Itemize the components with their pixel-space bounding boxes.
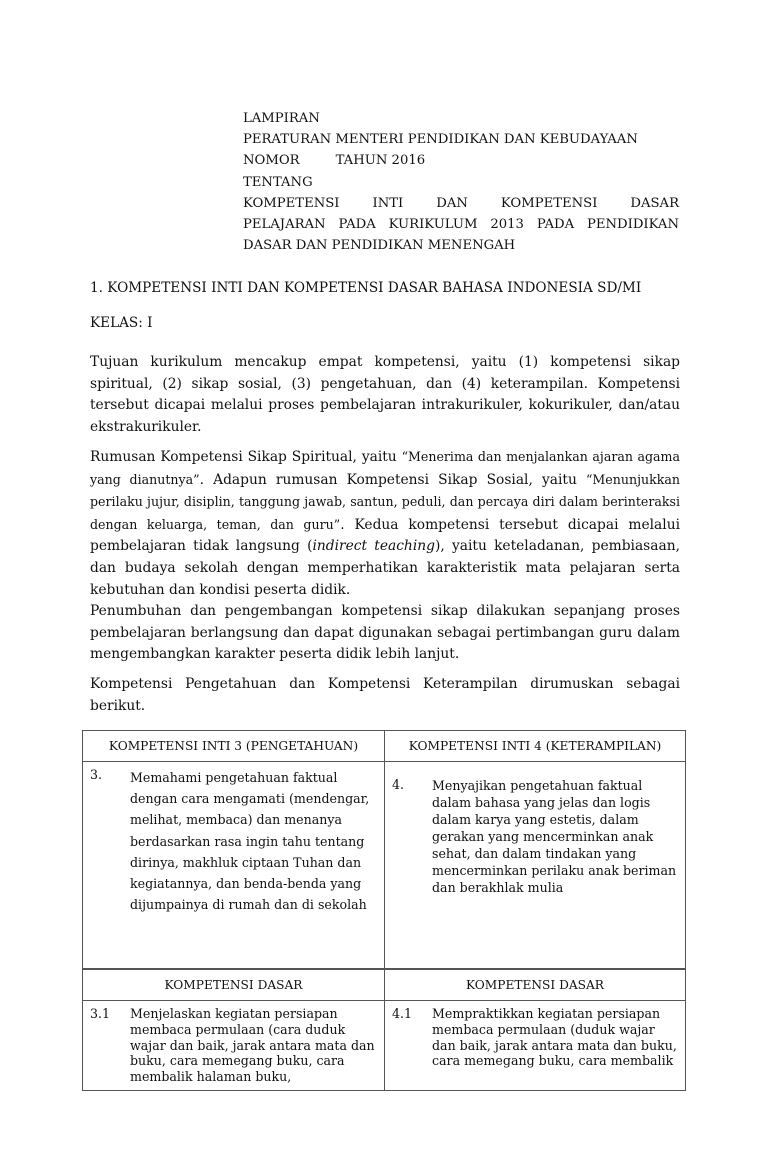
header-tahun: TAHUN 2016 xyxy=(335,153,426,169)
section-title: 1. KOMPETENSI INTI DAN KOMPETENSI DASAR BAHASA INDONESIA SD/MI xyxy=(90,280,642,296)
lampiran-header xyxy=(243,108,679,256)
rumusan-part-e: . Kedua kompetensi tersebut dicapai melalui pembelajaran tidak langsung ( xyxy=(90,516,680,555)
header-peraturan: PERATURAN MENTERI PENDIDIKAN DAN KEBUDAYAAN xyxy=(243,132,638,148)
table-kompetensi-inti xyxy=(82,730,686,969)
header-nomor-tahun xyxy=(243,150,679,171)
ki3-header: KOMPETENSI INTI 3 (PENGETAHUAN) xyxy=(83,731,385,762)
header-nomor: NOMOR xyxy=(243,153,300,169)
ki4-header: KOMPETENSI INTI 4 (KETERAMPILAN) xyxy=(385,731,686,762)
header-pelajaran: PELAJARAN PADA KURIKULUM 2013 PADA PENDIDIKAN xyxy=(243,217,679,233)
rumusan-quote-spiritual: “Menerima dan menjalankan ajaran agama yang dianutnya” xyxy=(90,449,680,487)
ki3-text: Memahami pengetahuan faktual dengan cara mengamati (mendengar, melihat, membaca) dan menanya berdasarkan rasa ingin tahu tentang dirinya, makhluk ciptaan Tuhan dan kegiatannya, dan benda-benda yang dijumpainya di rumah dan di sekolah xyxy=(130,770,370,913)
header-tentang: TENTANG xyxy=(243,174,313,190)
rumusan-part-a: Rumusan Kompetensi Sikap Spiritual, yaitu xyxy=(90,449,402,465)
table-kompetensi-dasar xyxy=(82,969,686,1091)
ki4-number: 4. xyxy=(392,777,405,792)
rumusan-indirect-teaching: indirect teaching xyxy=(312,538,435,555)
kd-left-header: KOMPETENSI DASAR xyxy=(83,970,385,1001)
ki3-number: 3. xyxy=(90,767,103,782)
kd41-cell xyxy=(385,1001,686,1091)
kd31-cell xyxy=(83,1001,385,1091)
rumusan-part-c: . Adapun rumusan Kompetensi Sikap Sosial, yaitu xyxy=(199,471,586,488)
header-pendidikan: DASAR DAN PENDIDIKAN MENENGAH xyxy=(243,238,516,254)
paragraph-tujuan: Tujuan kurikulum mencakup empat kompetensi, yaitu (1) kompetensi sikap spiritual, (2) sikap sosial, (3) pengetahuan, dan (4) keterampilan. Kompetensi tersebut dicapai melalui proses pembelajaran intrakurikuler, kokurikuler, dan/atau ekstrakurikuler. xyxy=(90,354,680,435)
ki4-cell xyxy=(385,762,686,969)
kd-right-header: KOMPETENSI DASAR xyxy=(385,970,686,1001)
header-lampiran: LAMPIRAN xyxy=(243,111,320,126)
kd41-text: Mempraktikkan kegiatan persiapan membaca permulaan (duduk wajar dan baik, jarak antara mata dan buku, cara memegang buku, cara membalik xyxy=(432,1006,677,1069)
paragraph-rumusan xyxy=(90,446,680,601)
kd31-text: Menjelaskan kegiatan persiapan membaca permulaan (cara duduk wajar dan baik, jarak antara mata dan buku, cara memegang buku, cara membalik halaman buku, xyxy=(130,1006,375,1085)
kd41-number: 4.1 xyxy=(392,1006,413,1021)
rumusan-part-g: ), yaitu keteladanan, pembiasaan, dan budaya sekolah dengan memperhatikan karakteristik mata pelajaran serta kebutuhan dan kondisi peserta didik. xyxy=(90,538,680,598)
header-kompetensi: KOMPETENSI INTI DAN KOMPETENSI DASAR xyxy=(243,195,679,211)
kd31-number: 3.1 xyxy=(90,1006,111,1021)
rumusan-quote-sosial: “Menunjukkan perilaku jujur, disiplin, tanggung jawab, santun, peduli, dan percaya diri dalam berinteraksi dengan keluarga, teman, dan guru” xyxy=(90,471,680,532)
paragraph-penumbuhan: Penumbuhan dan pengembangan kompetensi sikap dilakukan sepanjang proses pembelajaran berlangsung dan dapat digunakan sebagai pertimbangan guru dalam mengembangkan karakter peserta didik lebih lanjut. xyxy=(90,603,680,663)
kelas-label: KELAS: I xyxy=(90,315,153,331)
ki3-cell xyxy=(83,762,385,969)
ki4-text: Menyajikan pengetahuan faktual dalam bahasa yang jelas dan logis dalam karya yang estetis, dalam gerakan yang mencerminkan anak sehat, dan dalam tindakan yang mencerminkan perilaku anak beriman dan berakhlak mulia xyxy=(432,778,677,895)
paragraph-kompetensi: Kompetensi Pengetahuan dan Kompetensi Keterampilan dirumuskan sebagai berikut. xyxy=(90,676,680,714)
